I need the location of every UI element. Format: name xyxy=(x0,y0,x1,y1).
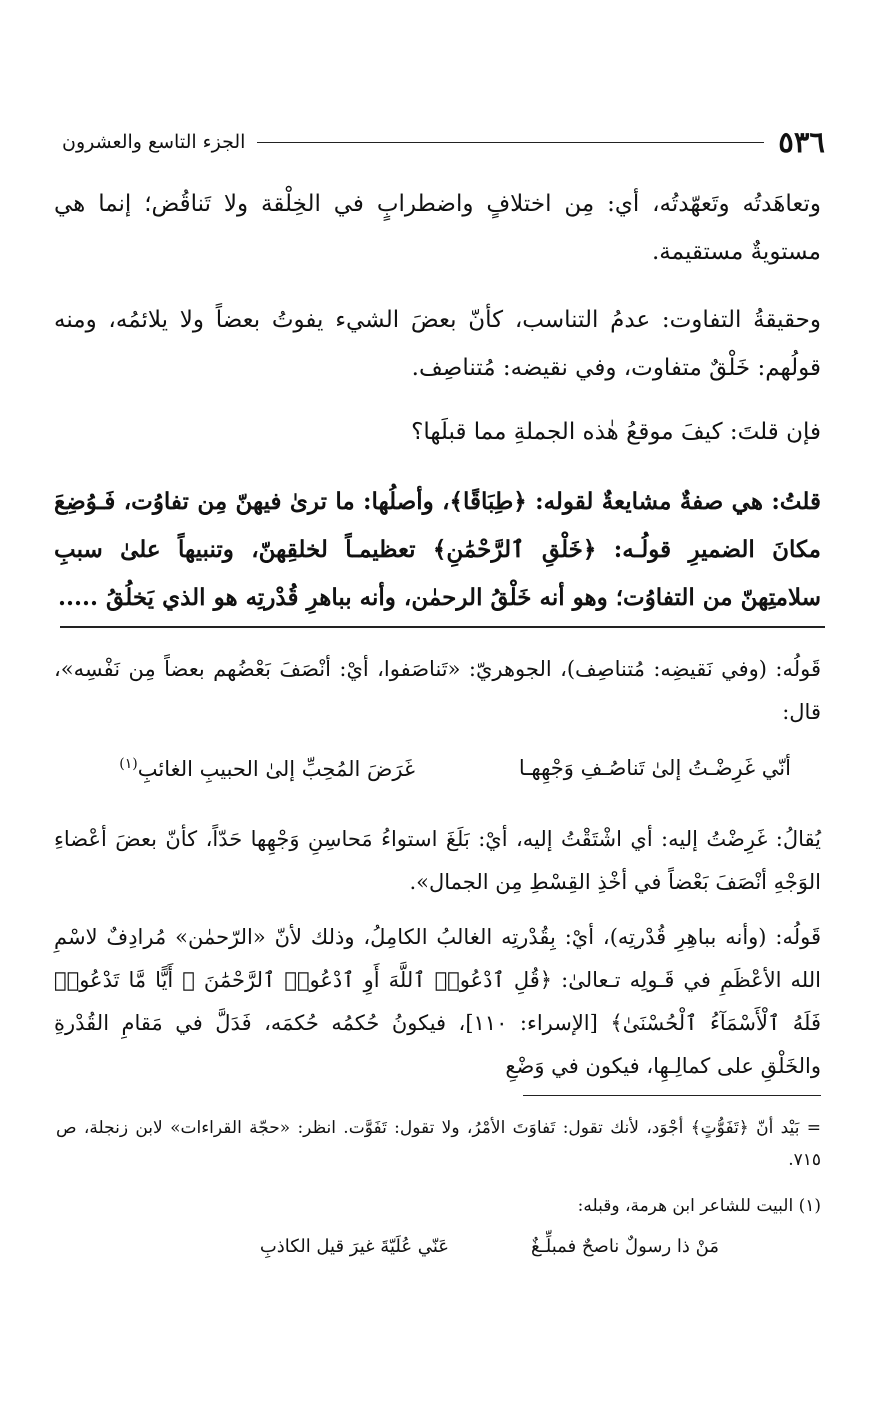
footnote-1: (١) البيت للشاعر ابن هرمة، وقبله: xyxy=(577,1196,821,1216)
commentary-paragraph-3: قَولُه: (وأنه بباهِرِ قُدْرتِه)، أيْ: بِقُدْرتِه الغالبُ الكامِلُ، وذلك لأنّ «الرّحمٰن» مُرادِفٌ لاسْمِ الله الأعْظَمِ في قَـولِه تـعالىٰ: ﴿قُلِ ٱدْعُوا۟ ٱللَّهَ أَوِ ٱدْعُوا۟ ٱلرَّحْمَٰنَ ۖ أَيًّا مَّا تَدْعُوا۟ فَلَهُ ٱلْأَسْمَآءُ ٱلْحُسْنَىٰ﴾ [الإسراء: ١١٠]، فيكونُ حُكمُه حُكمَه، فَدَلَّ في مَقامِ القُدْرةِ والخَلْقِ على كمالِـهِا، فيكون في وَضْعِ xyxy=(54,925,821,1078)
verse-second-hemistich xyxy=(119,756,415,781)
footnote-reference: (١) xyxy=(119,756,138,772)
footnote-verse-first: مَنْ ذا رسولٌ ناصحٌ فمبلِّـغٌ xyxy=(530,1236,719,1257)
page-header xyxy=(62,122,825,162)
header-rule xyxy=(257,142,764,143)
text-commentary-divider xyxy=(60,626,825,628)
main-paragraph-3: فإن قلتَ: كيفَ موقعُ هٰذه الجملةِ مما قبلَها؟ xyxy=(411,419,821,445)
footnote-verse-second: عَنّي عُلَيّةَ غيرَ قيل الكاذبِ xyxy=(259,1236,449,1257)
page-number: ٥٣٦ xyxy=(778,125,825,159)
main-paragraph-1: وتعاهَدتُه وتَعهّدتُه، أي: مِن اختلافٍ واضطرابٍ في الخِلْقة ولا تَناقُض؛ إنما هي مستويةٌ مستقيمة. xyxy=(54,191,821,265)
commentary-paragraph-1: قَولُه: (وفي نَقيضِه: مُتناصِف)، الجوهريّ: «تَناصَفوا، أيْ: أنْصَفَ بَعْضُهم بعضاً مِن نَفْسِه»، قال: xyxy=(54,657,821,724)
verse-second-text: غَرَضَ المُحِبِّ إلىٰ الحبيبِ الغائبِ xyxy=(137,757,415,781)
verse-first-text: أنّي غَرِضْـتُ إلىٰ تَناصُـفِ وَجْهِهـا xyxy=(518,756,791,780)
footnote-rule xyxy=(523,1095,821,1096)
footnote-continued: = بَيْد أنّ ﴿تَفَوُّتٍ﴾ أجْوَد، لأنك تقول: تَفاوَتَ الأمْرُ، ولا تقول: تَفَوَّت. انظر: «حجّة القراءات» لابن زنجلة، ص ٧١٥. xyxy=(56,1118,821,1170)
commentary-paragraph-2: يُقالُ: غَرِضْتُ إليه: أي اشْتَقْتُ إليه، أيْ: بَلَغَ استواءُ مَحاسِنِ وَجْهِها حَدّاً، كأنّ بعضَ أعْضاءِ الوَجْهِ أنْصَفَ بَعْضاً في أخْذِ القِسْطِ مِن الجمال». xyxy=(54,827,821,894)
main-paragraph-2: وحقيقةُ التفاوت: عدمُ التناسب، كأنّ بعضَ الشيء يفوتُ بعضاً ولا يلائمُه، ومنه قولُهم: خَلْقٌ متفاوت، وفي نقيضه: مُتناصِف. xyxy=(54,307,821,381)
main-paragraph-4: قلتُ: هي صفةٌ مشايعةٌ لقوله: ﴿طِبَاقًا﴾، وأصلُها: ما ترىٰ فيهنّ مِن تفاوُت، فَـوُضِعَ مكانَ الضميرِ قولُـه: ﴿خَلْقِ ٱلرَّحْمَٰنِ﴾ تعظيمـاً لخلقِهنّ، وتنبيهاً علىٰ سببِ سلامتِهنّ من التفاوُت؛ وهو أنه خَلْقُ الرحمٰن، وأنه بباهرِ قُدْرتِه هو الذي يَخلُقُ ..... xyxy=(54,488,821,611)
running-title: الجزء التاسع والعشرون xyxy=(62,131,246,153)
verse-first-hemistich xyxy=(519,756,791,780)
